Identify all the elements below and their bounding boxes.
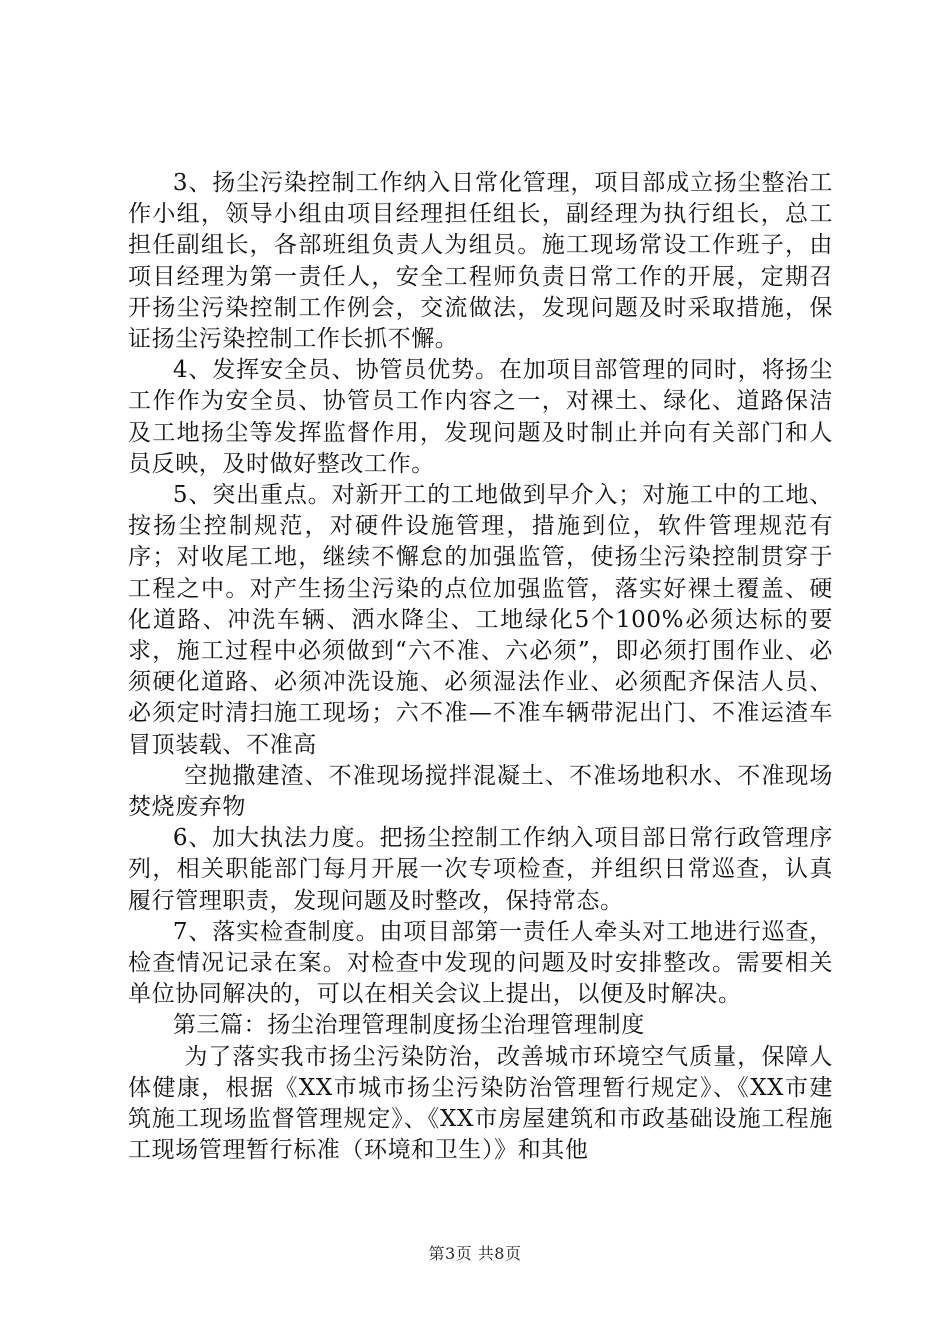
document-body xyxy=(128,168,833,1167)
page-number-footer: 第3页 共8页 xyxy=(428,1244,522,1263)
paragraph-item-3: 3、扬尘污染控制工作纳入日常化管理，项目部成立扬尘整治工作小组，领导小组由项目经理担任组长，副经理为执行组长，总工担任副组长，各部班组负责人为组员。施工现场常设工作班子，由项目经理为第一责任人，安全工程师负责日常工作的开展，定期召开扬尘污染控制工作例会，交流做法，发现问题及时采取措施，保证扬尘污染控制工作长抓不懈。 xyxy=(128,170,833,353)
section-heading: 第三篇：扬尘治理管理制度扬尘治理管理制度 xyxy=(172,1012,645,1039)
paragraph-item-5-continuation: 空抛撒建渣、不准现场搅拌混凝土、不准场地积水、不准现场焚烧废弃物 xyxy=(128,762,833,821)
paragraph-item-7: 7、落实检查制度。由项目部第一责任人牵头对工地进行巡查，检查情况记录在案。对检查中发现的问题及时安排整改。需要相关单位协同解决的，可以在相关会议上提出，以便及时解决。 xyxy=(128,918,833,1008)
paragraph-item-6: 6、加大执法力度。把扬尘控制工作纳入项目部日常行政管理序列，相关职能部门每月开展一次专项检查，并组织日常巡查，认真履行管理职责，发现问题及时整改，保持常态。 xyxy=(128,825,833,914)
paragraph-item-5: 5、突出重点。对新开工的工地做到早介入；对施工中的工地、按扬尘控制规范，对硬件设施管理，措施到位，软件管理规范有序；对收尾工地，继续不懈怠的加强监管，使扬尘污染控制贯穿于工程之中。对产生扬尘污染的点位加强监管，落实好裸土覆盖、硬化道路、冲洗车辆、洒水降尘、工地绿化5个100%必须达标的要求，施工过程中必须做到“六不准、六必须”，即必须打围作业、必须硬化道路、必须冲洗设施、必须湿法作业、必须配齐保洁人员、必须定时清扫施工现场；六不准—不准车辆带泥出门、不准运渣车冒顶装载、不准高 xyxy=(128,482,833,758)
paragraph-item-4: 4、发挥安全员、协管员优势。在加项目部管理的同时，将扬尘工作作为安全员、协管员工作内容之一，对裸土、绿化、道路保洁及工地扬尘等发挥监督作用，发现问题及时制止并向有关部门和人员反映，及时做好整改工作。 xyxy=(128,357,833,477)
paragraph-intro: 为了落实我市扬尘污染防治，改善城市环境空气质量，保障人体健康，根据《XX市城市扬尘污染防治管理暂行规定》、《XX市建筑施工现场监督管理规定》、《XX市房屋建筑和市政基础设施工程施工现场管理暂行标准（环境和卫生）》和其他 xyxy=(128,1043,833,1164)
